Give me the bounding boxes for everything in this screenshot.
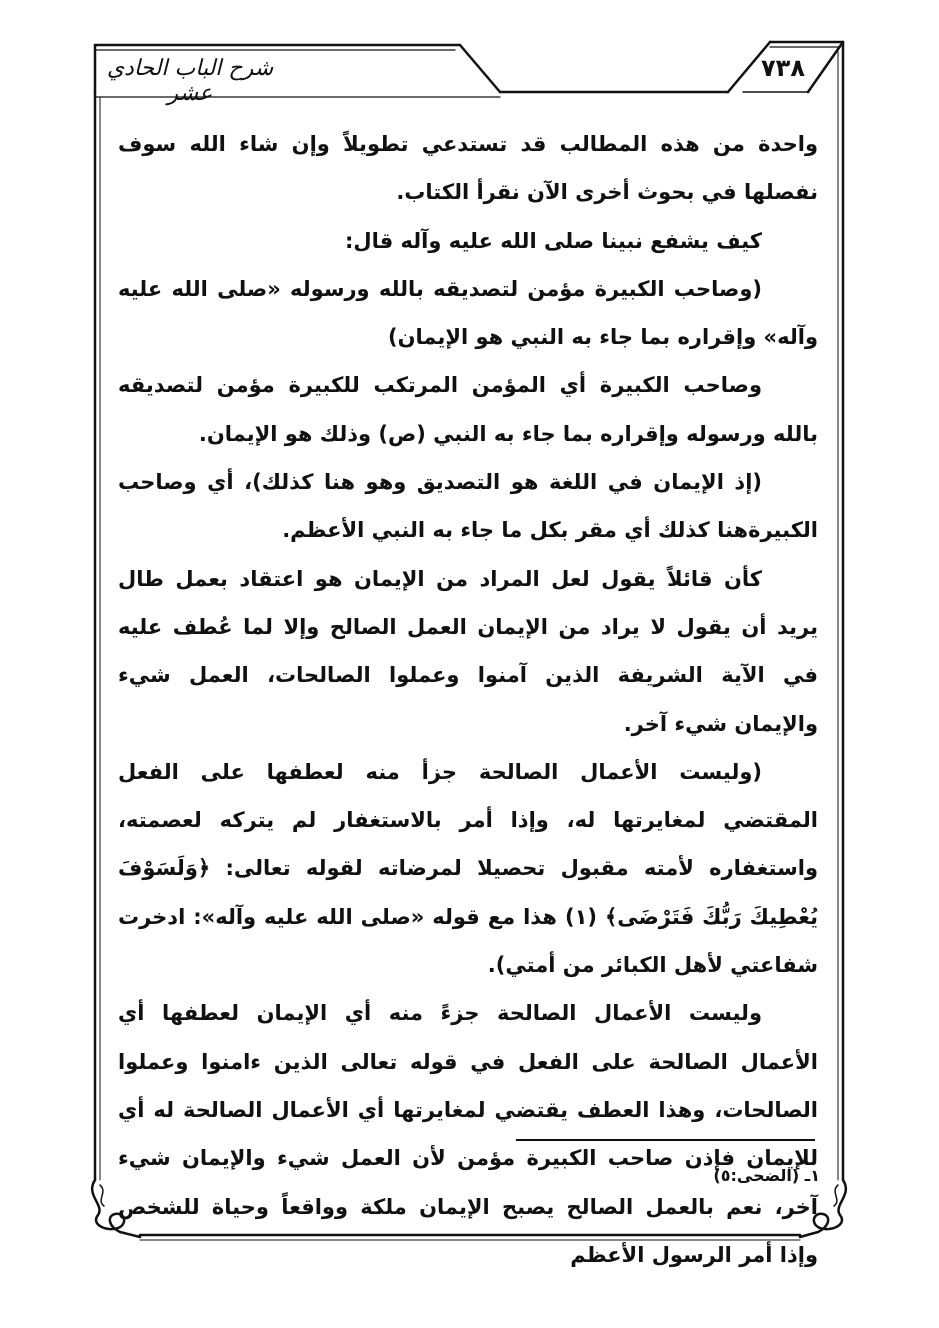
running-title: شرح الباب الحادي عشر (106, 56, 274, 106)
paragraph-quote: (وليست الأعمال الصالحة جزأ منه لعطفها على الفعل المقتضي لمغايرتها له، وإذا أمر بالاستغفار لم يتركه لعصمته، واستغفاره لأمته مقبول تحصيلا لمرضاته لقوله تعالى: ﴿وَلَسَوْفَ يُعْطِيكَ رَبُّكَ فَتَرْضَى﴾ (١) هذا مع قوله «صلى الله عليه وآله»: ادخرت شفاعتي لأهل الكبائر من أمتي). (118, 759, 818, 978)
page-number: ٧٣٨ (761, 54, 805, 82)
paragraph: كأن قائلاً يقول لعل المراد من الإيمان هو اعتقاد بعمل طال يريد أن يقول لا يراد من الإيمان العمل الصالح وإلا لما عُطف عليه في الآية الشريفة الذين آمنوا وعملوا الصالحات، العمل شيء والإيمان شيء آخر. (118, 566, 818, 736)
paragraph-quote: (وصاحب الكبيرة مؤمن لتصديقه بالله ورسوله «صلى الله عليه وآله» وإقراره بما جاء به النبي هو الإيمان) (118, 276, 818, 350)
footnote: ١ـ (الضحى:٥) (713, 1166, 820, 1185)
paragraph: واحدة من هذه المطالب قد تستدعي تطويلاً وإن شاء الله سوف نفصلها في بحوث أخرى الآن نقرأ الكتاب. (118, 132, 818, 205)
paragraph: كيف يشفع نبينا صلى الله عليه وآله قال: (344, 228, 762, 253)
paragraph: وصاحب الكبيرة أي المؤمن المرتكب للكبيرة مؤمن لتصديقه بالله ورسوله وإقراره بما جاء به النبي (ص) وذلك هو الإيمان. (118, 373, 818, 446)
body-text (118, 120, 818, 1279)
paragraph-quote: (إذ الإيمان في اللغة هو التصديق وهو هنا كذلك)، أي وصاحب الكبيرةهنا كذلك أي مقر بكل ما جاء به النبي الأعظم. (118, 470, 818, 543)
footnote-divider (516, 1139, 815, 1141)
paragraph: وليست الأعمال الصالحة جزءً منه أي الإيمان لعطفها أي الأعمال الصالحة على الفعل في قوله تعالى الذين ءامنوا وعملوا الصالحات، وهذا العطف يقتضي لمغايرتها أي الأعمال الصالحة له أي للإيمان فإذن صاحب الكبيرة مؤمن لأن العمل شيء والإيمان شيء آخر، نعم بالعمل الصالح يصبح الإيمان ملكة وواقعاً وحياة للشخص وإذا أمر الرسول الأعظم (118, 1001, 818, 1267)
